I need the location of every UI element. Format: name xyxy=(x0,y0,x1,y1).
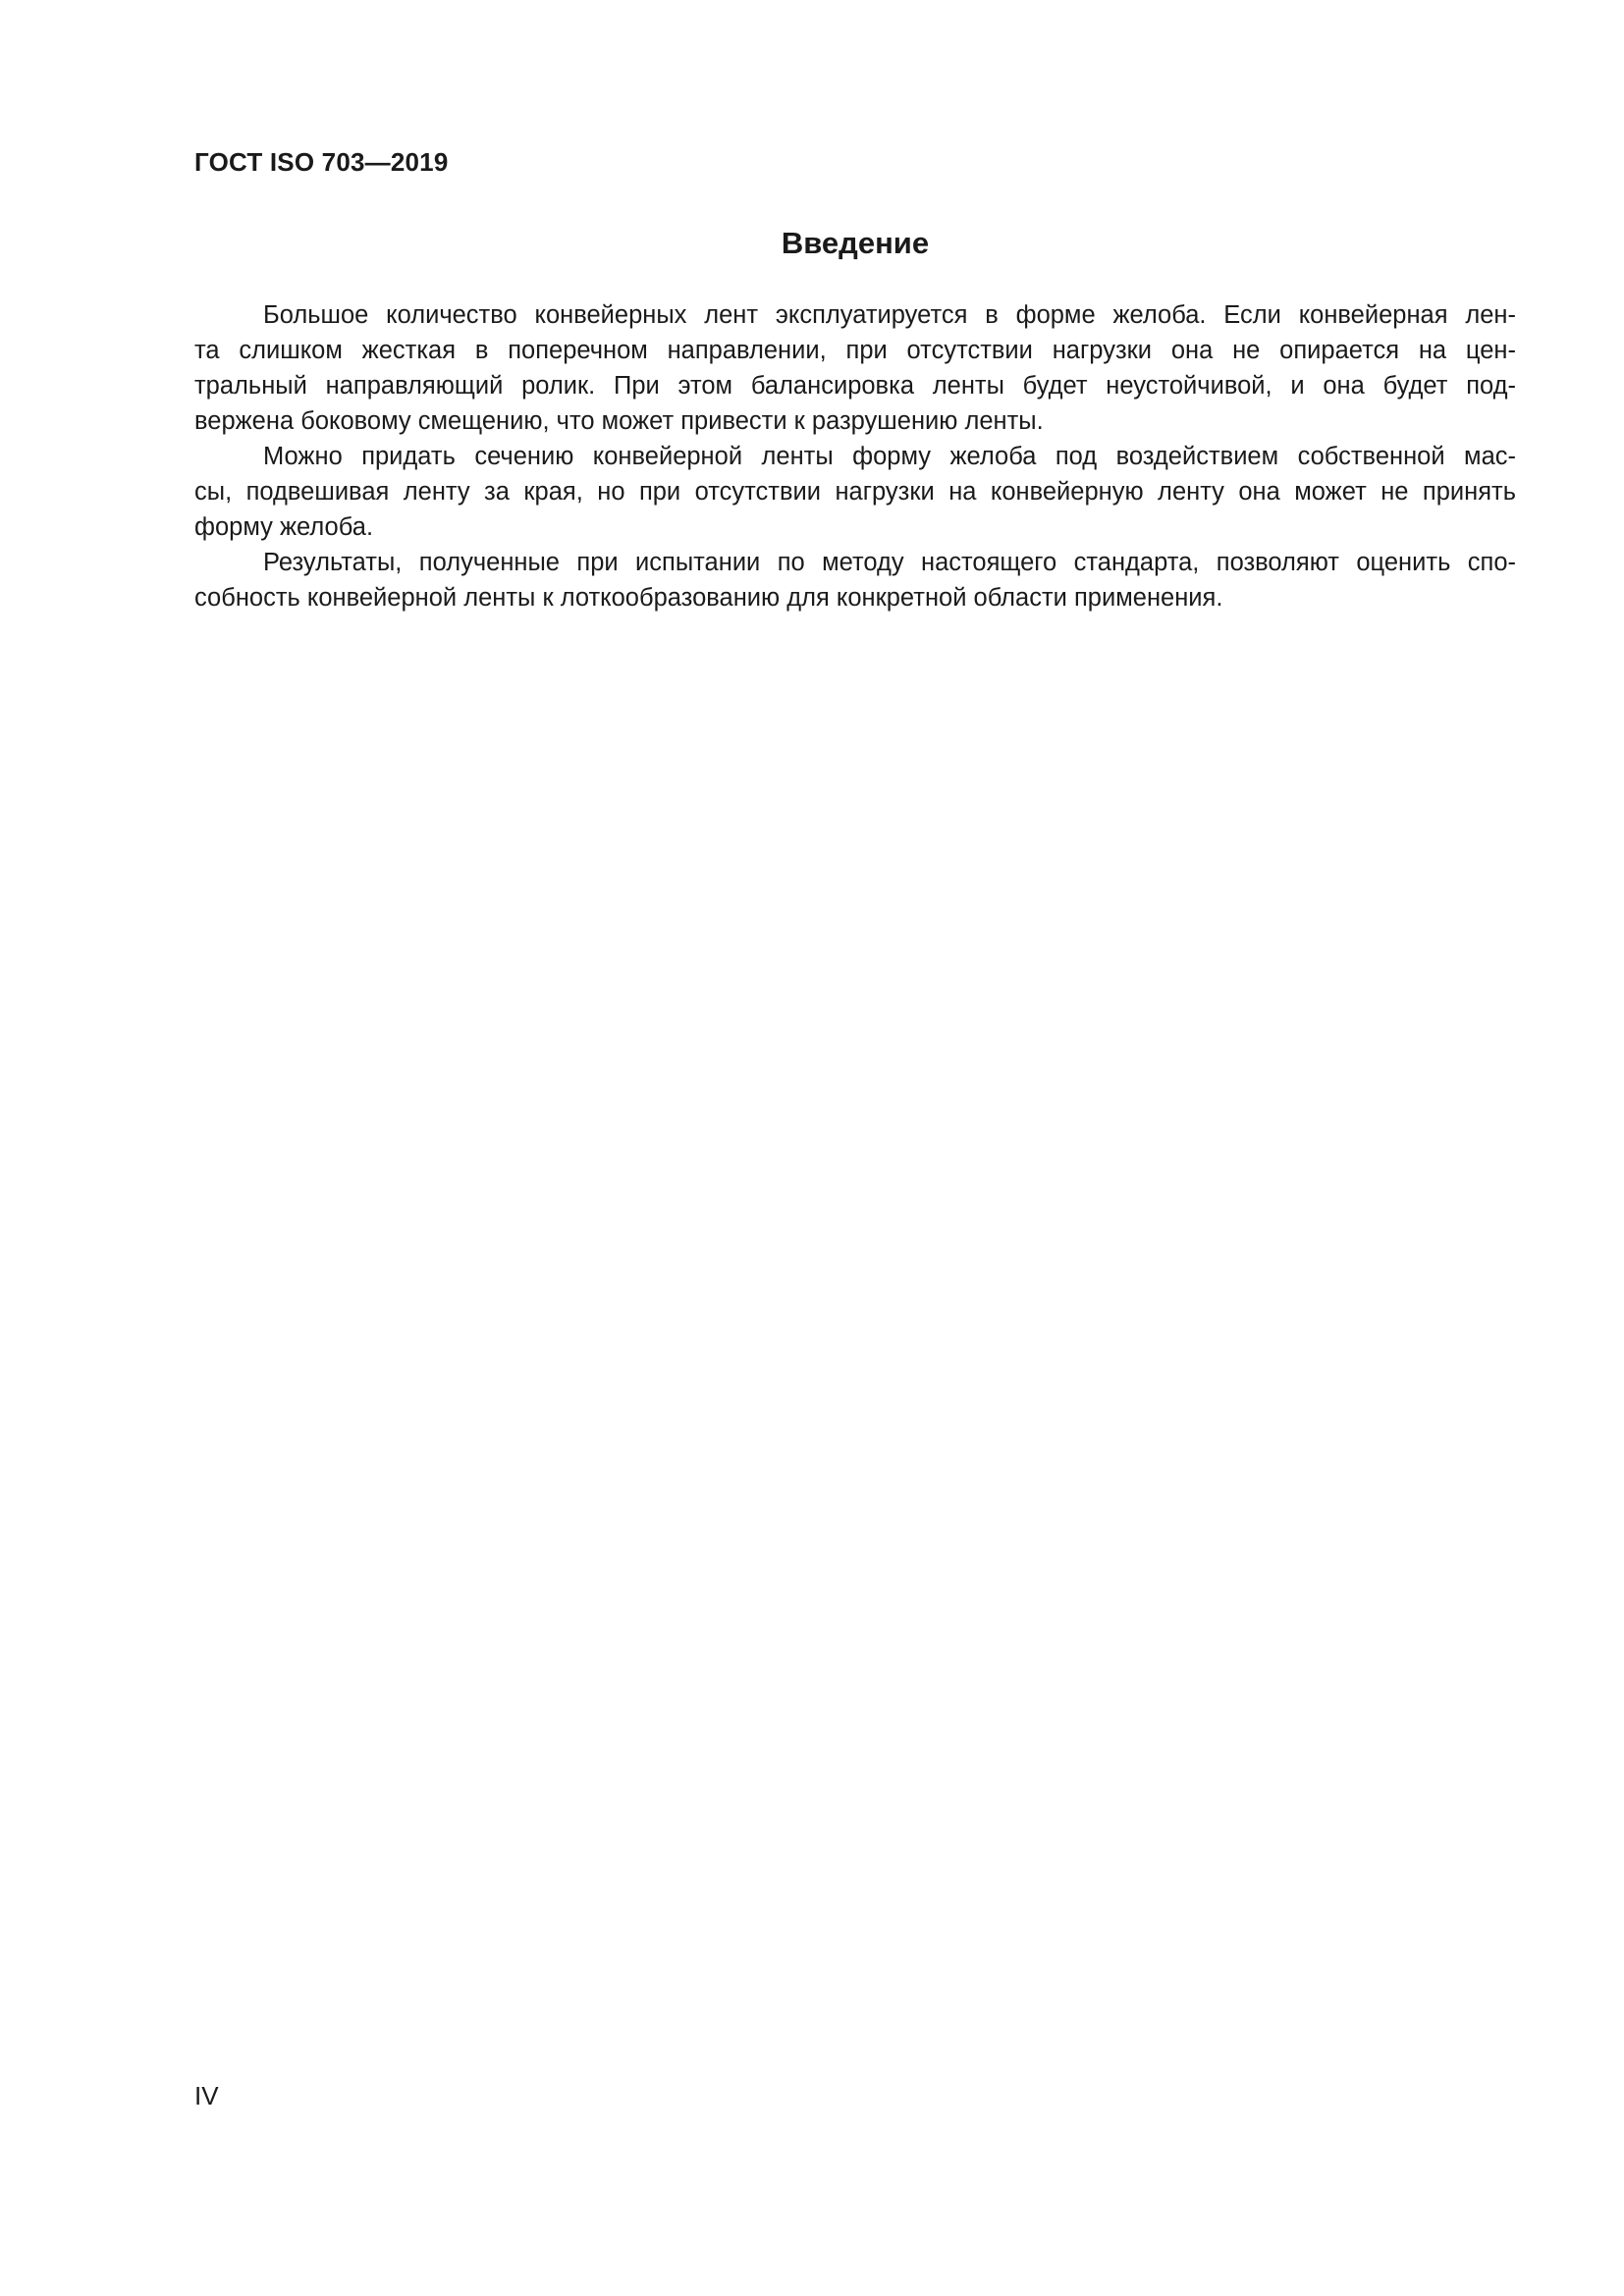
text-line: форму желоба. xyxy=(194,513,374,541)
page-number: IV xyxy=(194,2081,219,2110)
text-line: та слишком жесткая в поперечном направлении, при отсутствии нагрузки она не опирается на цен- xyxy=(194,337,1516,364)
text-line: сы, подвешивая ленту за края, но при отсутствии нагрузки на конвейерную ленту она может не принять xyxy=(194,478,1516,506)
paragraph-1 xyxy=(194,297,1516,439)
text-line: вержена боковому смещению, что может привести к разрушению ленты. xyxy=(194,407,1044,435)
text-line: собность конвейерной ленты к лоткообразованию для конкретной области применения. xyxy=(194,584,1223,612)
paragraph-2 xyxy=(194,439,1516,545)
text-line: Большое количество конвейерных лент эксплуатируется в форме желоба. Если конвейерная лен- xyxy=(263,301,1516,329)
text-line: Можно придать сечению конвейерной ленты форму желоба под воздействием собственной мас- xyxy=(263,443,1516,470)
paragraph-3 xyxy=(194,545,1516,615)
text-line: Результаты, полученные при испытании по методу настоящего стандарта, позволяют оценить спо- xyxy=(263,549,1516,576)
section-title: Введение xyxy=(781,226,930,260)
body-text xyxy=(194,297,1516,615)
text-line: тральный направляющий ролик. При этом балансировка ленты будет неустойчивой, и она будет под- xyxy=(194,372,1516,400)
standard-id-header: ГОСТ ISO 703—2019 xyxy=(194,147,449,177)
